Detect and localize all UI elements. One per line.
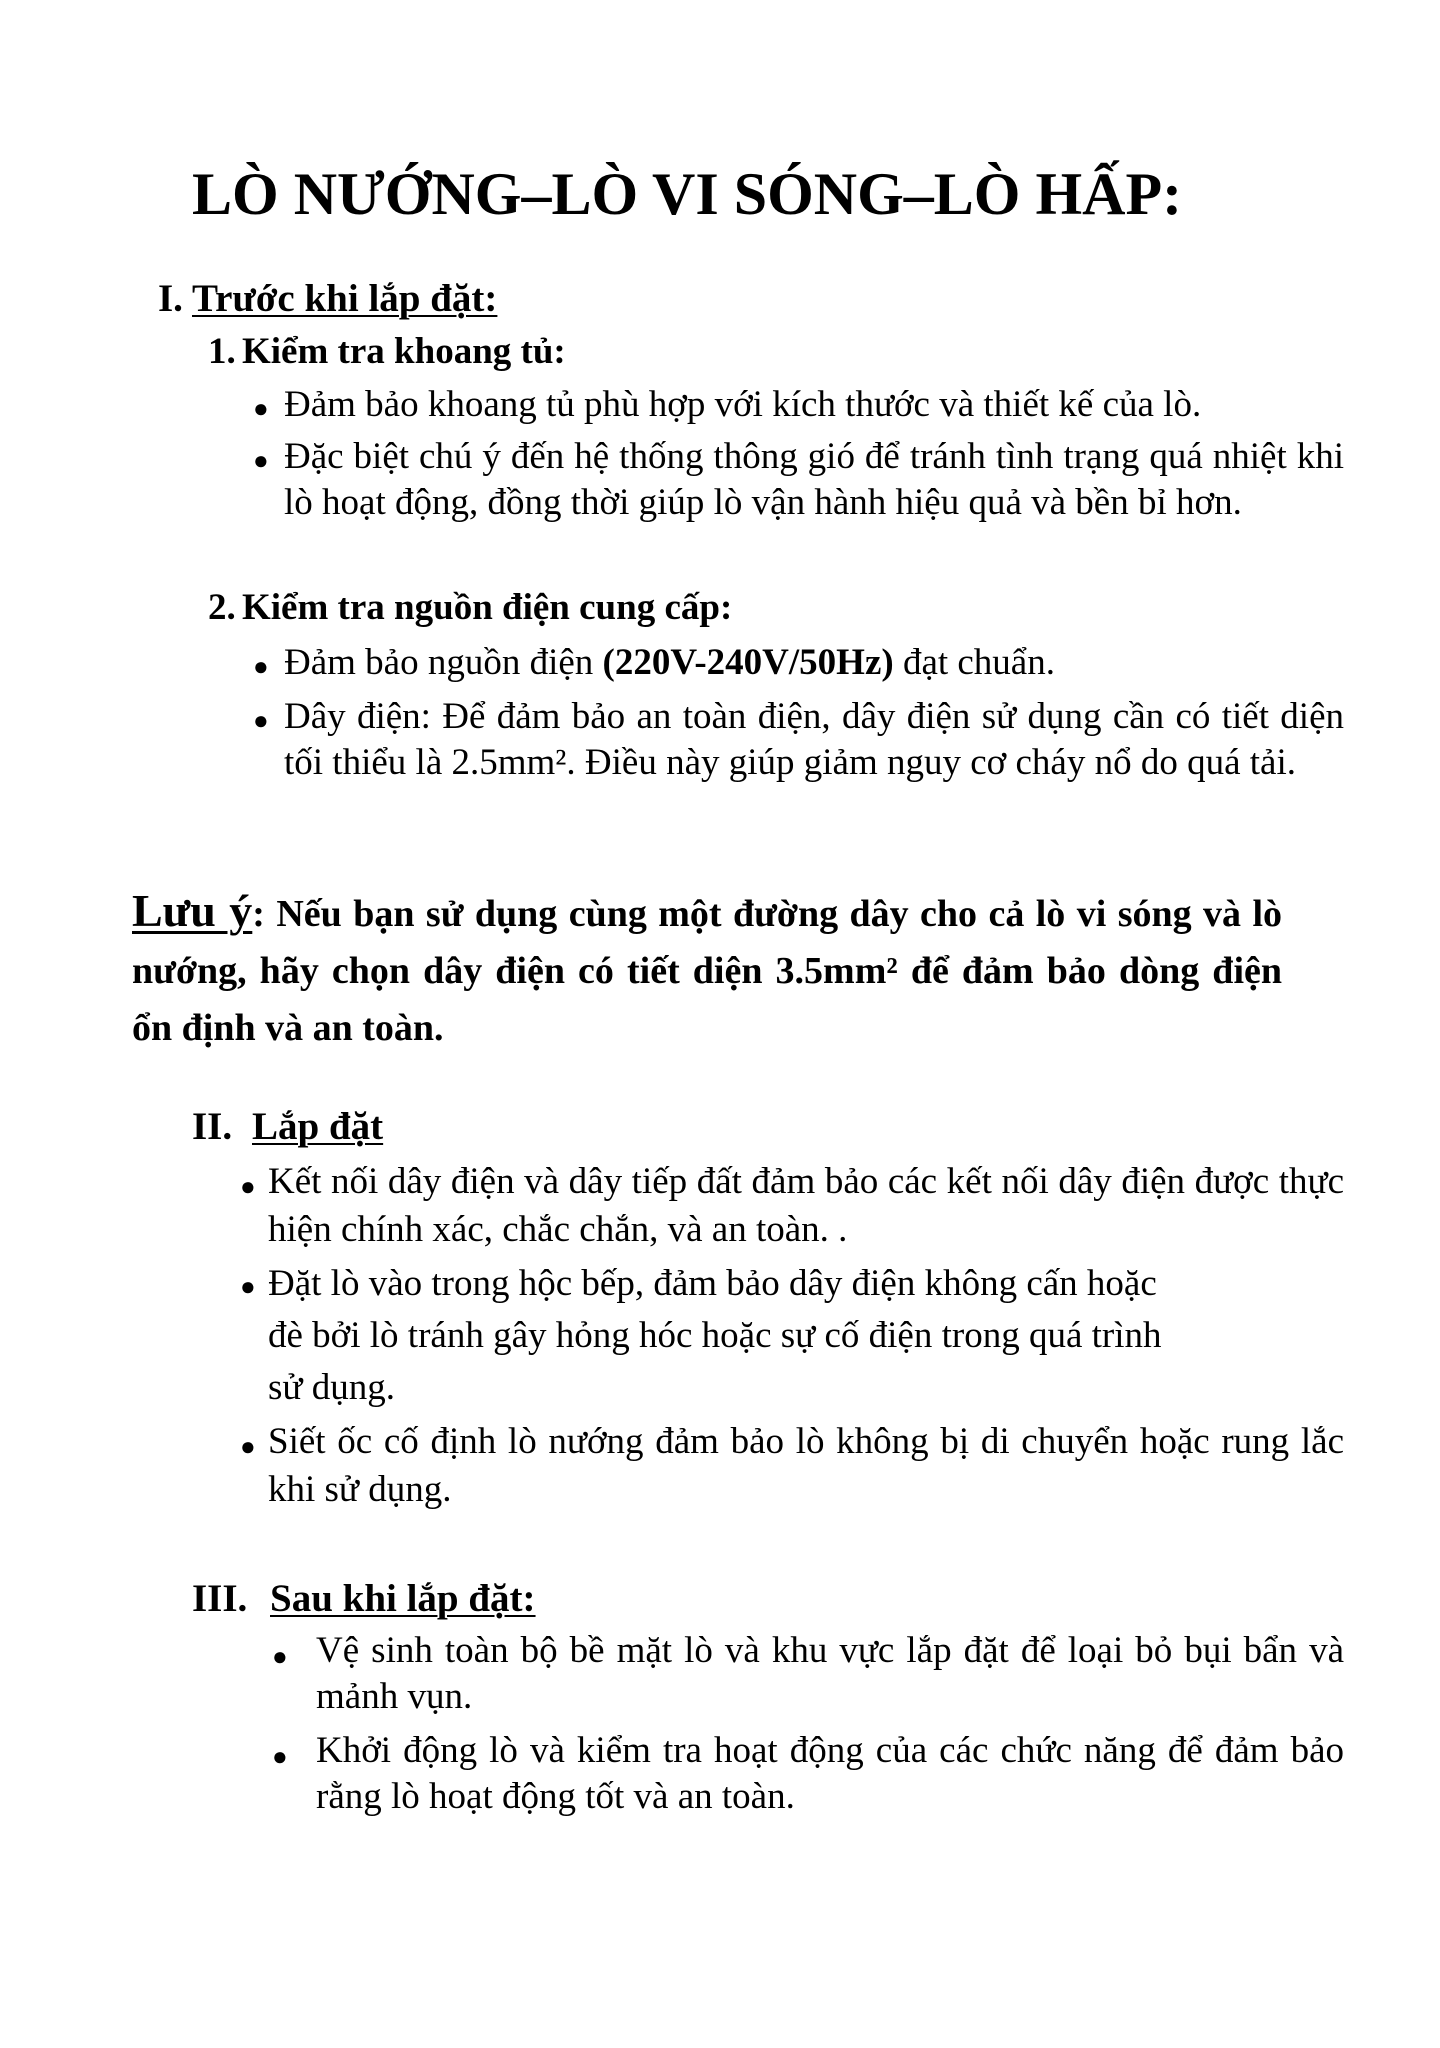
- subsection-1-heading: Kiểm tra khoang tủ:: [242, 331, 566, 372]
- bullet-icon: ●: [240, 1172, 256, 1201]
- bullet-icon: ●: [253, 706, 269, 735]
- bullet-icon: ●: [272, 1642, 288, 1671]
- note-text: : Nếu bạn sử dụng cùng một đường dây cho cả lò vi sóng và lò nướng, hãy chọn dây điện có tiết diện 3.5mm² để đảm bảo dòng điện ổn định và an toàn.: [132, 893, 1282, 1049]
- bullet-2-line-3: sử dụng.: [268, 1367, 395, 1408]
- section-3-numeral: III.: [192, 1577, 248, 1620]
- section-1-numeral: I.: [158, 277, 183, 320]
- bullet-icon: ●: [253, 446, 269, 475]
- subsection-2-bullet-1: [284, 640, 1344, 686]
- voltage-text-after: đạt chuẩn.: [893, 642, 1055, 683]
- section-2-numeral: II.: [192, 1105, 233, 1148]
- bullet-icon: ●: [272, 1742, 288, 1771]
- note-label: Lưu ý: [132, 885, 253, 936]
- section-1-heading: Trước khi lắp đặt:: [192, 277, 498, 320]
- subsection-2-number: 2.: [208, 587, 236, 628]
- bullet-icon: ●: [240, 1432, 256, 1461]
- page-title: LÒ NƯỚNG–LÒ VI SÓNG–LÒ HẤP:: [192, 161, 1183, 227]
- voltage-spec: (220V-240V/50Hz): [602, 642, 894, 683]
- subsection-1-bullet-2: Đặc biệt chú ý đến hệ thống thông gió để tránh tình trạng quá nhiệt khi lò hoạt động, đồng thời giúp lò vận hành hiệu quả và bền bỉ hơn.: [284, 436, 1344, 523]
- section-2-bullet-2: [268, 1258, 1162, 1414]
- section-2-bullet-3: Siết ốc cố định lò nướng đảm bảo lò không bị di chuyển hoặc rung lắc khi sử dụng.: [268, 1421, 1344, 1510]
- voltage-text-before: Đảm bảo nguồn điện: [284, 642, 603, 683]
- subsection-1-bullet-1: Đảm bảo khoang tủ phù hợp với kích thước và thiết kế của lò.: [284, 384, 1202, 425]
- section-2-heading: Lắp đặt: [252, 1105, 384, 1148]
- subsection-2-bullet-2: Dây điện: Để đảm bảo an toàn điện, dây điện sử dụng cần có tiết diện tối thiểu là 2.5mm². Điều này giúp giảm nguy cơ cháy nổ do quá tải.: [284, 696, 1344, 783]
- section-3-heading: Sau khi lắp đặt:: [270, 1577, 536, 1620]
- bullet-icon: ●: [253, 652, 269, 681]
- subsection-1-number: 1.: [208, 331, 236, 372]
- bullet-icon: ●: [253, 394, 269, 423]
- bullet-icon: ●: [240, 1272, 256, 1301]
- bullet-2-line-2: đè bởi lò tránh gây hỏng hóc hoặc sự cố điện trong quá trình: [268, 1315, 1162, 1356]
- section-3-bullet-1: Vệ sinh toàn bộ bề mặt lò và khu vực lắp đặt để loại bỏ bụi bẩn và mảnh vụn.: [316, 1630, 1344, 1717]
- subsection-2-heading: Kiểm tra nguồn điện cung cấp:: [242, 587, 733, 628]
- section-3-bullet-2: Khởi động lò và kiểm tra hoạt động của các chức năng để đảm bảo rằng lò hoạt động tốt và an toàn.: [316, 1730, 1344, 1817]
- section-2-bullet-1: Kết nối dây điện và dây tiếp đất đảm bảo các kết nối dây điện được thực hiện chính xác, chắc chắn, và an toàn. .: [268, 1161, 1344, 1250]
- note-paragraph: [132, 882, 1282, 1057]
- bullet-2-line-1: Đặt lò vào trong hộc bếp, đảm bảo dây điện không cấn hoặc: [268, 1263, 1157, 1304]
